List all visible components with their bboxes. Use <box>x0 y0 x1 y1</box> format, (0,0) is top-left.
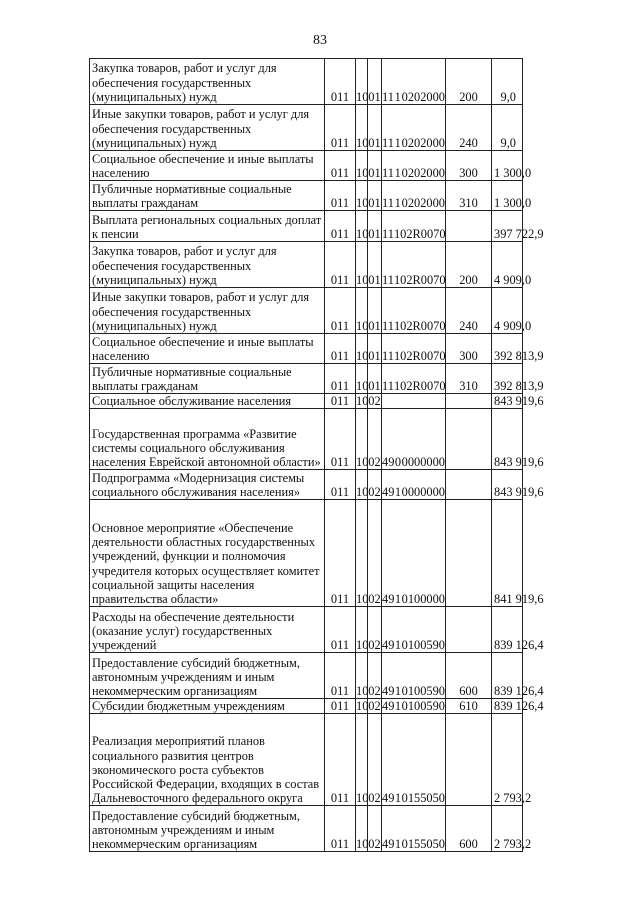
direction-code: 02000 <box>414 195 445 210</box>
table-row <box>90 242 631 288</box>
section-code-cell: 10 <box>356 470 368 500</box>
table-row <box>90 59 631 105</box>
direction-code: 00000 <box>414 485 445 499</box>
ministry-code-cell: 011 <box>325 334 356 364</box>
subsection-code-cell: 02 <box>368 394 381 408</box>
subsection-code-cell: 01 <box>368 151 382 181</box>
table-row <box>90 288 631 334</box>
direction-code: R0070 <box>412 378 446 393</box>
section-code-cell: 10 <box>356 699 369 714</box>
subsection-code-cell: 01 <box>368 59 382 105</box>
amount-cell: 4 909,0 <box>492 242 523 288</box>
expense-name-cell: Субсидии бюджетным учреждениям <box>90 699 325 714</box>
target-article-cell <box>382 409 446 470</box>
target-article-cell <box>382 105 446 151</box>
target-article-cell <box>382 714 446 806</box>
target-article-cell <box>382 364 446 394</box>
expense-name-cell: Выплата региональных социальных доплат к пенсии <box>90 211 325 242</box>
expense-name-cell: Социальное обеспечение и иные выплаты населению <box>90 151 325 181</box>
expense-name-cell: Государственная программа «Развитие системы социального обслуживания населения Еврейской автономной области» <box>90 409 325 470</box>
expense-name-cell: Публичные нормативные социальные выплаты гражданам <box>90 364 325 394</box>
subprogram-code: 1 <box>394 89 401 104</box>
budget-table <box>89 58 631 852</box>
amount-cell: 397 722,9 <box>492 211 523 242</box>
ministry-code-cell: 011 <box>325 607 356 653</box>
section-code-cell: 10 <box>356 806 368 852</box>
target-article-cell <box>382 653 446 699</box>
ministry-code-cell: 011 <box>325 470 356 500</box>
table-row <box>90 470 631 500</box>
section-code-cell: 10 <box>356 288 368 334</box>
expense-name-cell: Закупка товаров, работ и услуг для обеспечения государственных (муниципальных) нужд <box>90 242 325 288</box>
subsection-code-cell: 01 <box>368 211 382 242</box>
subprogram-code: 1 <box>393 348 401 363</box>
table-row <box>90 364 631 394</box>
subprogram-code: 1 <box>393 318 401 333</box>
subprogram-code: 1 <box>394 592 402 606</box>
amount-cell: 392 813,9 <box>492 364 523 394</box>
event-code: 02 <box>400 272 413 287</box>
table-row <box>90 334 631 364</box>
target-article-cell <box>382 334 446 364</box>
direction-code: 00000 <box>414 592 445 606</box>
subprogram-code: 1 <box>394 638 402 652</box>
target-article-cell <box>382 59 446 105</box>
ministry-code-cell: 011 <box>325 714 356 806</box>
expense-type-cell: 610 <box>446 699 492 714</box>
event-code: 02 <box>401 135 415 150</box>
event-code: 01 <box>401 837 415 852</box>
subsection-code-cell: 01 <box>368 288 382 334</box>
amount-cell: 4 909,0 <box>492 288 523 334</box>
target-article-cell <box>382 181 446 211</box>
section-code-cell: 10 <box>356 242 368 288</box>
subsection-code-cell: 02 <box>368 806 382 852</box>
amount-cell: 1 300,0 <box>492 181 523 211</box>
subsection-code-cell: 02 <box>368 653 382 699</box>
subsection-code-cell: 02 <box>368 500 382 607</box>
amount-cell: 841 919,6 <box>492 500 523 607</box>
event-code: 02 <box>400 348 413 363</box>
amount-cell: 2 793,2 <box>492 806 523 852</box>
section-code-cell: 10 <box>356 181 368 211</box>
program-code: 49 <box>382 485 395 499</box>
direction-code: R0070 <box>412 318 446 333</box>
event-code: 02 <box>401 89 415 104</box>
table-row <box>90 181 631 211</box>
ministry-code-cell: 011 <box>325 394 356 409</box>
direction-code: 00590 <box>414 699 445 714</box>
section-code-cell: 10 <box>356 334 368 364</box>
direction-code: 00590 <box>414 684 445 698</box>
direction-code: 00590 <box>414 638 445 652</box>
target-article-cell <box>382 211 446 242</box>
program-code: 49 <box>382 638 395 652</box>
expense-name-cell: Реализация мероприятий планов социального развития центров экономического роста субъектов Российской Федерации, входящих в состав Дальневосточного федерального округа <box>90 714 325 806</box>
section-code-cell: 10 <box>356 607 368 653</box>
direction-code: 02000 <box>414 165 445 180</box>
expense-type-cell <box>446 500 492 607</box>
expense-name-cell: Основное мероприятие «Обеспечение деятельности областных государственных учреждений, функции и полномочия учредителя которых осуществляет комитет социальной защиты населения правительства области» <box>90 500 325 607</box>
event-code: 02 <box>400 318 413 333</box>
ministry-code-cell: 011 <box>325 500 356 607</box>
amount-cell: 843 919,6 <box>492 409 523 470</box>
program-code: 49 <box>382 684 395 698</box>
subsection-code-cell: 02 <box>368 607 382 653</box>
event-code: 01 <box>401 699 415 714</box>
direction-code: 55050 <box>414 791 445 806</box>
program-code: 11 <box>382 318 394 333</box>
section-code-cell: 10 <box>356 105 368 151</box>
target-article-cell <box>382 394 446 409</box>
subprogram-code: 1 <box>394 791 402 806</box>
expense-type-cell <box>446 394 492 409</box>
amount-cell: 843 919,6 <box>492 470 523 500</box>
subprogram-code: 1 <box>394 699 402 714</box>
subsection-code-cell: 01 <box>368 364 382 394</box>
table-row <box>90 699 631 714</box>
event-code: 00 <box>401 485 415 499</box>
subsection-code-cell: 01 <box>368 242 382 288</box>
section-code-cell: 10 <box>356 653 368 699</box>
expense-type-cell: 300 <box>446 334 492 364</box>
expense-type-cell: 300 <box>446 151 492 181</box>
expense-type-cell: 600 <box>446 806 492 852</box>
amount-cell: 392 813,9 <box>492 334 523 364</box>
target-article-cell <box>382 500 446 607</box>
program-code: 11 <box>382 195 394 210</box>
table-row <box>90 607 631 653</box>
amount-cell: 1 300,0 <box>492 151 523 181</box>
subprogram-code: 1 <box>394 485 402 499</box>
program-code: 11 <box>382 89 394 104</box>
ministry-code-cell: 011 <box>325 59 356 105</box>
amount-cell: 839 126,4 <box>492 607 523 653</box>
amount-cell: 843 919,6 <box>492 394 523 409</box>
section-code-cell: 10 <box>356 364 368 394</box>
subsection-code-cell: 01 <box>368 105 382 151</box>
ministry-code-cell: 011 <box>325 699 356 714</box>
direction-code: R0070 <box>412 226 446 241</box>
target-article-cell <box>382 288 446 334</box>
program-code: 11 <box>382 348 394 363</box>
subprogram-code: 1 <box>394 684 402 698</box>
expense-name-cell: Социальное обслуживание населения <box>90 394 325 409</box>
subprogram-code: 1 <box>393 378 401 393</box>
amount-cell: 9,0 <box>492 59 523 105</box>
expense-type-cell <box>446 211 492 242</box>
program-code: 49 <box>382 791 395 806</box>
target-article-cell <box>382 470 446 500</box>
expense-name-cell: Предоставление субсидий бюджетным, автономным учреждениям и иным некоммерческим организациям <box>90 806 325 852</box>
event-code: 01 <box>401 638 415 652</box>
expense-type-cell: 240 <box>446 288 492 334</box>
expense-name-cell: Расходы на обеспечение деятельности (оказание услуг) государственных учреждений <box>90 607 325 653</box>
program-code: 11 <box>382 135 394 150</box>
table-row <box>90 806 631 852</box>
subsection-code-cell: 01 <box>368 334 382 364</box>
subprogram-code: 1 <box>394 165 401 180</box>
subprogram-code: 1 <box>394 837 402 852</box>
expense-type-cell: 200 <box>446 242 492 288</box>
expense-type-cell: 240 <box>446 105 492 151</box>
event-code: 01 <box>401 684 415 698</box>
section-code-cell: 10 <box>356 151 368 181</box>
ministry-code-cell: 011 <box>325 806 356 852</box>
event-code: 00 <box>401 455 415 469</box>
table-row <box>90 653 631 699</box>
table-row <box>90 211 631 242</box>
direction-code: 02000 <box>414 135 445 150</box>
expense-type-cell <box>446 409 492 470</box>
expense-type-cell: 600 <box>446 653 492 699</box>
ministry-code-cell: 011 <box>325 653 356 699</box>
expense-type-cell <box>446 607 492 653</box>
ministry-code-cell: 011 <box>325 151 356 181</box>
table-row <box>90 500 631 607</box>
table-row <box>90 409 631 470</box>
subprogram-code: 1 <box>393 226 401 241</box>
ministry-code-cell: 011 <box>325 242 356 288</box>
ministry-code-cell: 011 <box>325 105 356 151</box>
ministry-code-cell: 011 <box>325 181 356 211</box>
section-code-cell: 10 <box>356 211 368 242</box>
program-code: 11 <box>382 165 394 180</box>
expense-name-cell: Предоставление субсидий бюджетным, автономным учреждениям и иным некоммерческим организациям <box>90 653 325 699</box>
section-code-cell: 10 <box>356 409 368 470</box>
target-article-cell <box>382 151 446 181</box>
section-code-cell: 10 <box>356 500 368 607</box>
program-code: 11 <box>382 272 394 287</box>
expense-type-cell: 310 <box>446 181 492 211</box>
target-article-cell <box>382 806 446 852</box>
event-code: 02 <box>401 165 415 180</box>
expense-type-cell: 200 <box>446 59 492 105</box>
event-code: 01 <box>401 791 415 806</box>
expense-name-cell: Иные закупки товаров, работ и услуг для обеспечения государственных (муниципальных) нужд <box>90 105 325 151</box>
target-article-cell <box>382 699 446 714</box>
section-code-cell: 10 <box>356 714 368 806</box>
amount-cell: 2 793,2 <box>492 714 523 806</box>
direction-code: 00000 <box>414 455 445 469</box>
expense-type-cell <box>446 470 492 500</box>
subsection-code-cell: 02 <box>368 699 381 714</box>
direction-code: R0070 <box>412 272 446 287</box>
budget-table-body <box>90 59 631 852</box>
expense-name-cell: Иные закупки товаров, работ и услуг для обеспечения государственных (муниципальных) нужд <box>90 288 325 334</box>
expense-name-cell: Закупка товаров, работ и услуг для обеспечения государственных (муниципальных) нужд <box>90 59 325 105</box>
program-code: 49 <box>382 699 395 714</box>
ministry-code-cell: 011 <box>325 288 356 334</box>
direction-code: 02000 <box>414 89 445 104</box>
expense-type-cell: 310 <box>446 364 492 394</box>
event-code: 02 <box>400 226 413 241</box>
program-code: 49 <box>382 455 395 469</box>
event-code: 01 <box>401 592 415 606</box>
event-code: 02 <box>400 378 413 393</box>
section-code-cell: 10 <box>356 394 369 408</box>
table-row <box>90 105 631 151</box>
section-code-cell: 10 <box>356 59 368 105</box>
program-code: 49 <box>382 837 395 852</box>
direction-code: 55050 <box>414 837 445 852</box>
ministry-code-cell: 011 <box>325 364 356 394</box>
table-row <box>90 714 631 806</box>
amount-cell: 839 126,4 <box>492 699 523 714</box>
subsection-code-cell: 02 <box>368 409 382 470</box>
program-code: 49 <box>382 592 395 606</box>
ministry-code-cell: 011 <box>325 409 356 470</box>
direction-code: R0070 <box>412 348 446 363</box>
subprogram-code: 1 <box>394 195 401 210</box>
program-code: 11 <box>382 378 394 393</box>
table-row <box>90 394 631 409</box>
target-article-cell <box>382 242 446 288</box>
amount-cell: 839 126,4 <box>492 653 523 699</box>
subprogram-code: 0 <box>394 455 402 469</box>
expense-name-cell: Социальное обеспечение и иные выплаты населению <box>90 334 325 364</box>
subsection-code-cell: 02 <box>368 470 382 500</box>
expense-type-cell <box>446 714 492 806</box>
amount-cell: 9,0 <box>492 105 523 151</box>
subprogram-code: 1 <box>393 272 401 287</box>
subsection-code-cell: 02 <box>368 714 382 806</box>
expense-name-cell: Публичные нормативные социальные выплаты гражданам <box>90 181 325 211</box>
event-code: 02 <box>401 195 415 210</box>
program-code: 11 <box>382 226 394 241</box>
ministry-code-cell: 011 <box>325 211 356 242</box>
page-number: 83 <box>313 33 327 48</box>
table-row <box>90 151 631 181</box>
subprogram-code: 1 <box>394 135 401 150</box>
expense-name-cell: Подпрограмма «Модернизация системы социального обслуживания населения» <box>90 470 325 500</box>
target-article-cell <box>382 607 446 653</box>
subsection-code-cell: 01 <box>368 181 382 211</box>
